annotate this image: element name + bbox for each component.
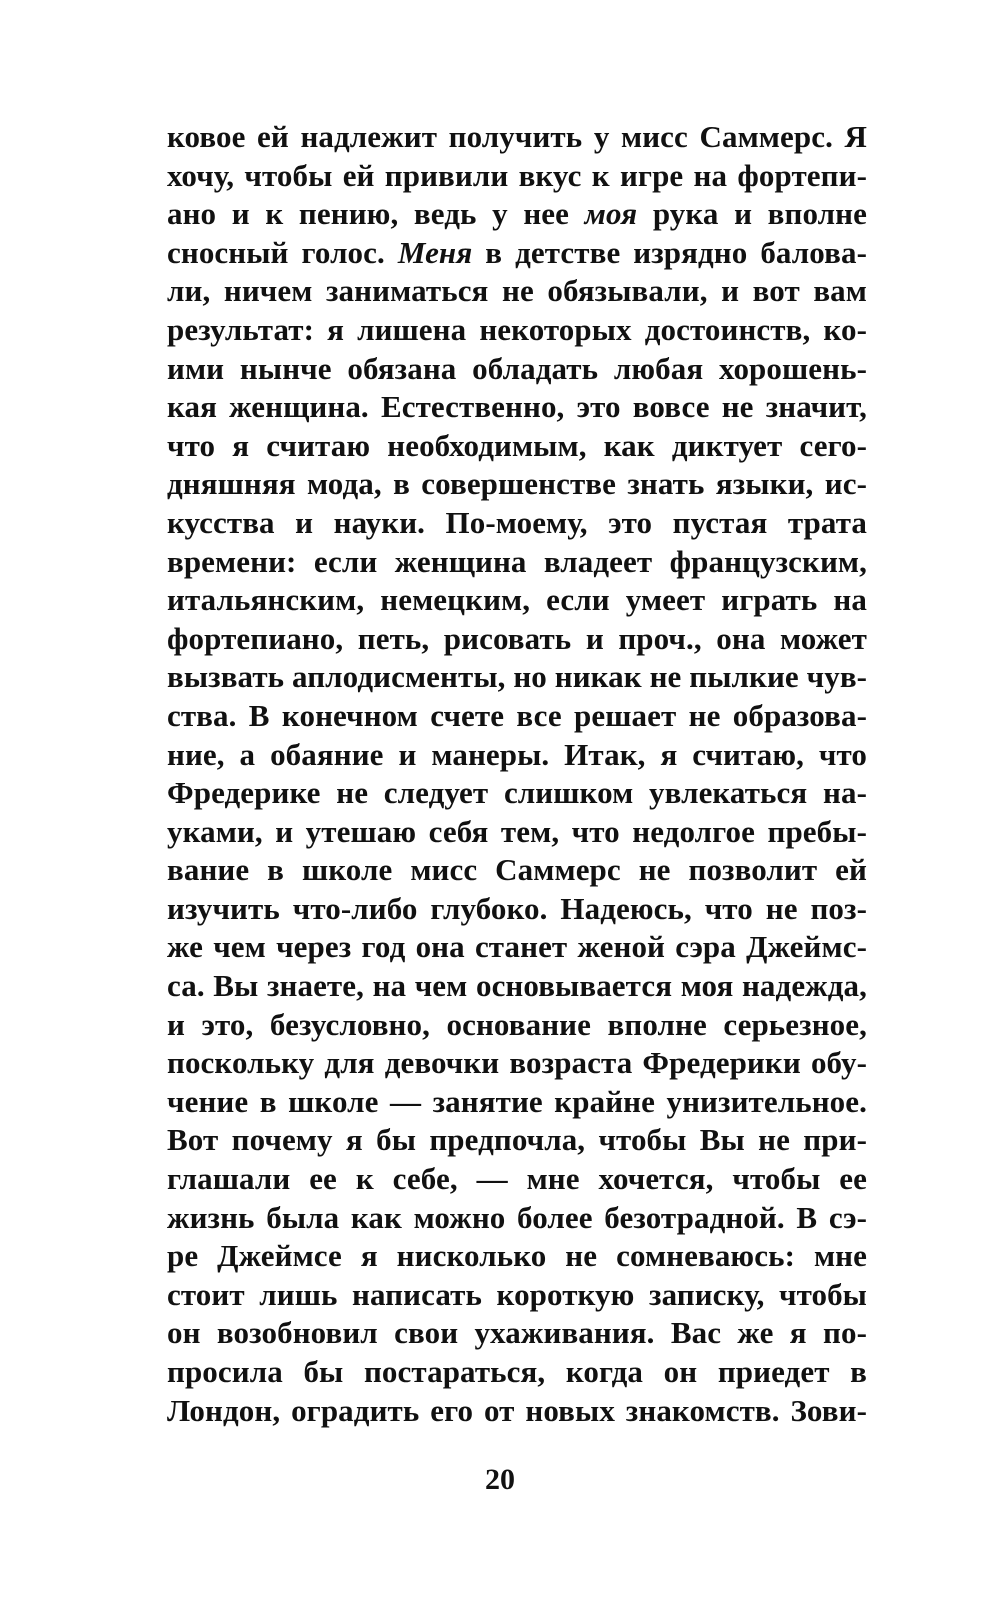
text-line: ре Джеймсе я нисколько не сомневаюсь: мне	[167, 1238, 867, 1274]
text-line: са. Вы знаете, на чем основывается моя надежда,	[167, 968, 867, 1004]
body-text	[167, 118, 867, 1430]
text-line: результат: я лишена некоторых достоинств, ко-	[167, 311, 867, 347]
text-line: ими нынче обязана обладать любая хорошень-	[167, 350, 867, 386]
italic-emphasis: моя	[584, 196, 638, 232]
text-line: вание в школе мисс Саммерс не позволит ей	[167, 852, 867, 888]
text-line: уками, и утешаю себя тем, что недолгое пребы-	[167, 813, 867, 849]
text-line: Лондон, оградить его от новых знакомств. Зови-	[167, 1392, 867, 1428]
text-line: изучить что-либо глубоко. Надеюсь, что не поз-	[167, 890, 867, 926]
text-segment: сносный голос.	[167, 234, 398, 270]
text-line: времени: если женщина владеет французским,	[167, 543, 867, 579]
text-line: ли, ничем заниматься не обязывали, и вот вам	[167, 273, 867, 309]
text-line: Фредерике не следует слишком увлекаться на-	[167, 775, 867, 811]
text-line: ние, а обаяние и манеры. Итак, я считаю, что	[167, 736, 867, 772]
text-line: ства. В конечном счете все решает не образова-	[167, 697, 867, 733]
text-line: вызвать аплодисменты, но никак не пылкие чув-	[167, 659, 868, 695]
text-line: чение в школе — занятие крайне унизительное.	[167, 1083, 867, 1119]
text-line	[167, 195, 867, 234]
text-line: и это, безусловно, основание вполне серьезное,	[167, 1006, 867, 1042]
text-line: стоит лишь написать короткую записку, чтобы	[167, 1276, 867, 1312]
italic-emphasis: Меня	[397, 234, 473, 270]
text-line	[167, 234, 867, 273]
text-segment: в детстве изрядно балова-	[472, 234, 867, 270]
text-line: итальянским, немецким, если умеет играть на	[167, 582, 867, 618]
text-line: хочу, чтобы ей привили вкус к игре на фортепи-	[167, 157, 867, 193]
text-line: кусства и науки. По-моему, это пустая трата	[167, 504, 867, 540]
text-line: дняшняя мода, в совершенстве знать языки, ис-	[167, 466, 867, 502]
text-line: фортепиано, петь, рисовать и проч., она может	[167, 620, 867, 656]
text-segment: рука и вполне	[637, 196, 867, 232]
text-line: же чем через год она станет женой сэра Джеймс-	[167, 929, 867, 965]
text-line: поскольку для девочки возраста Фредерики обу-	[167, 1045, 867, 1081]
text-line: он возобновил свои ухаживания. Вас же я по-	[167, 1315, 867, 1351]
page-number: 20	[485, 1463, 515, 1496]
text-line: ковое ей надлежит получить у мисс Саммерс. Я	[167, 119, 867, 154]
text-line: что я считаю необходимым, как диктует сего-	[167, 427, 867, 463]
text-line: жизнь была как можно более безотрадной. В сэ-	[167, 1199, 867, 1235]
text-segment: ано и к пению, ведь у нее	[167, 196, 585, 232]
text-line: просила бы постараться, когда он приедет в	[167, 1354, 867, 1389]
text-line: глашали ее к себе, — мне хочется, чтобы ее	[167, 1161, 867, 1197]
text-line: кая женщина. Естественно, это вовсе не значит,	[167, 389, 867, 425]
text-line: Вот почему я бы предпочла, чтобы Вы не при-	[167, 1122, 867, 1158]
